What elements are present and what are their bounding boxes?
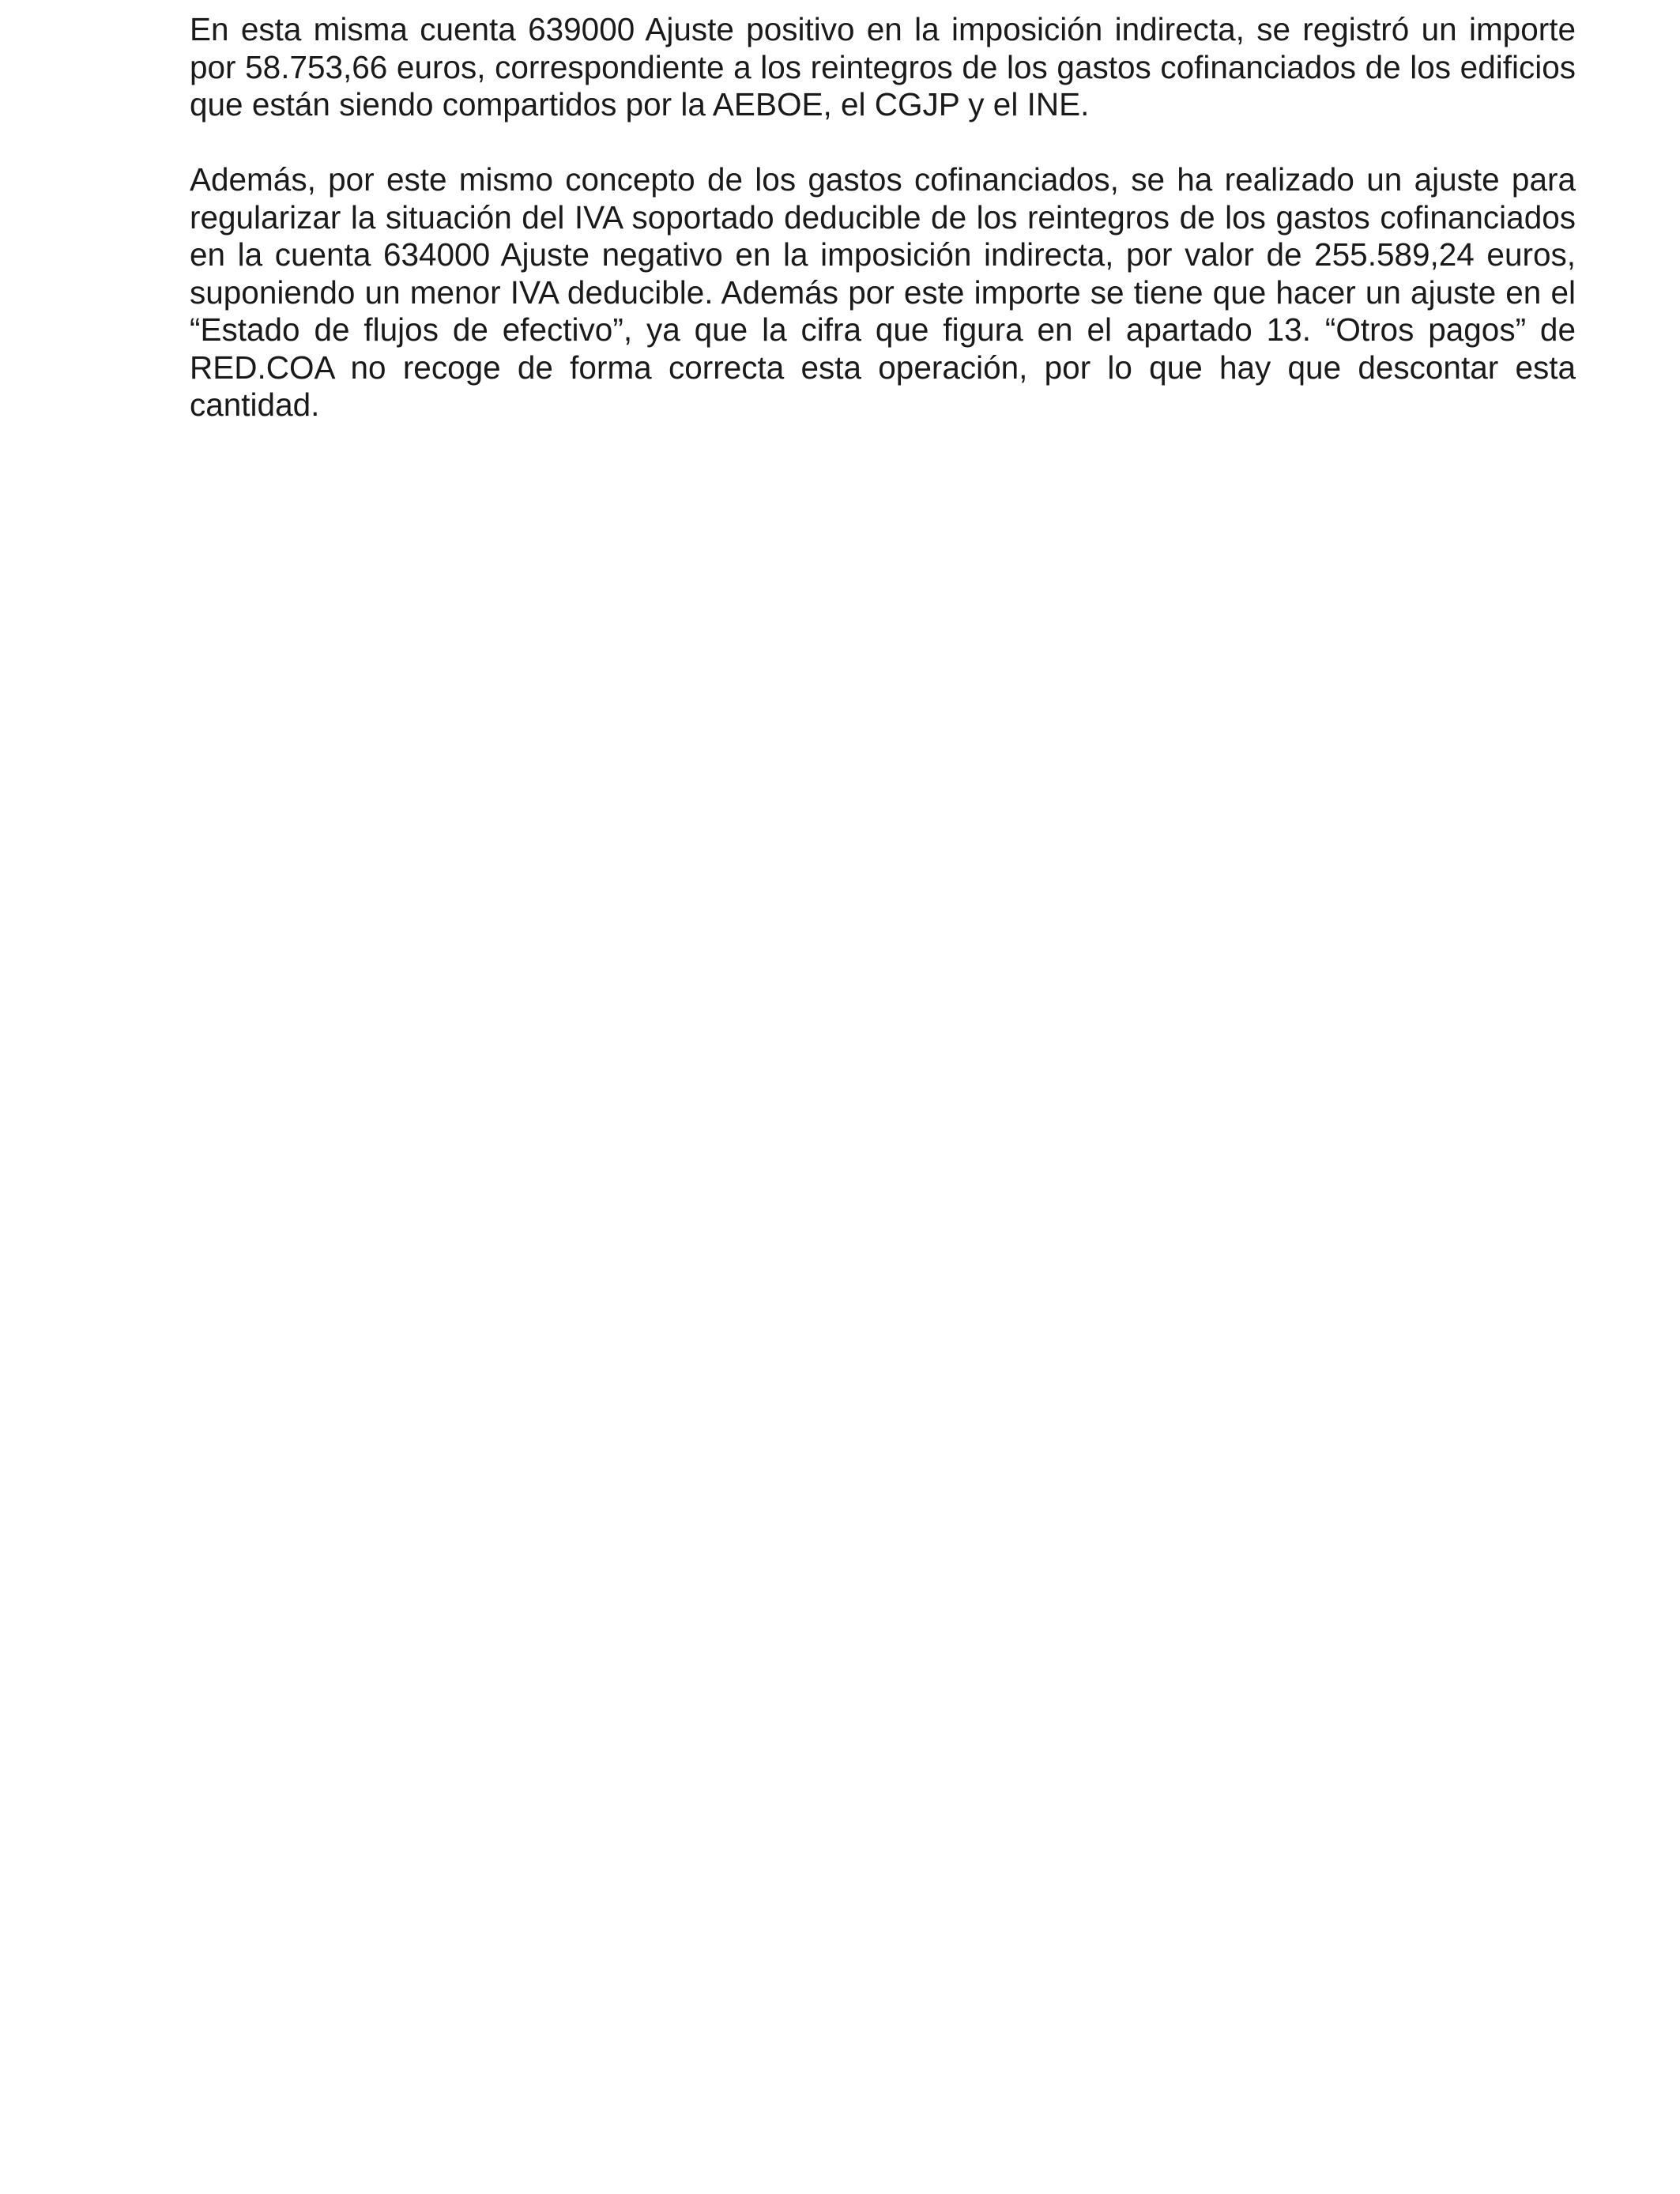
paragraph-ajuste-positivo: En esta misma cuenta 639000 Ajuste positivo en la imposición indirecta, se registró un importe por 58.753,66 euros, correspondiente a los reintegros de los gastos cofinanciados de los edificios que están siendo compartidos por la AEBOE, el CGJP y el INE. [190, 11, 1576, 123]
paragraph-ajuste-negativo: Además, por este mismo concepto de los gastos cofinanciados, se ha realizado un ajuste para regularizar la situación del IVA soportado deducible de los reintegros de los gastos cofinanciados en la cuenta 634000 Ajuste negativo en la imposición indirecta, por valor de 255.589,24 euros, suponiendo un menor IVA deducible. Además por este importe se tiene que hacer un ajuste en el “Estado de flujos de efectivo”, ya que la cifra que figura en el apartado 13. “Otros pagos” de RED.COA no recoge de forma correcta esta operación, por lo que hay que descontar esta cantidad. [190, 161, 1576, 423]
document-body [190, 11, 1576, 424]
